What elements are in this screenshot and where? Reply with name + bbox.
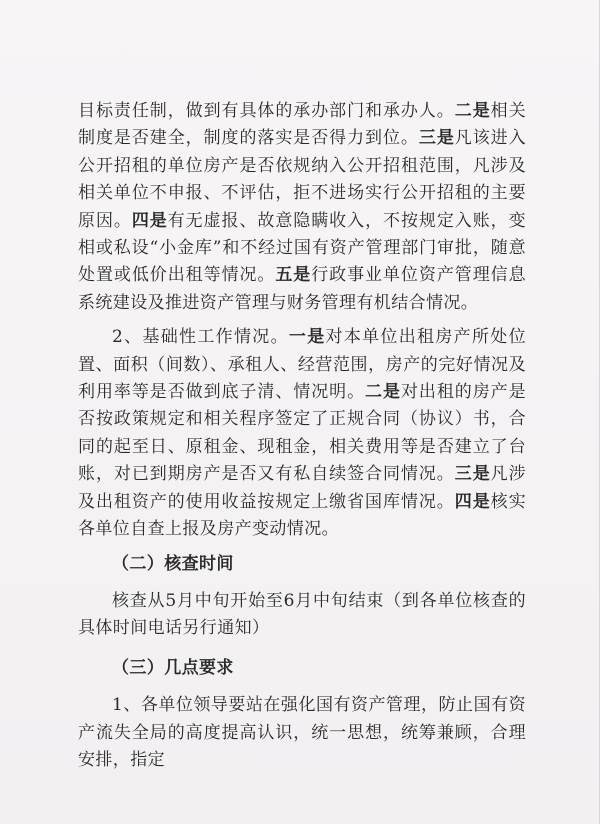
paragraph-text: 有无虚报、故意隐瞒收入，不按规定入账，变相或私设“小金库”和不经过国有资产管理部门审批，随意处置或低价出租等情况。 [78, 210, 526, 286]
ordinal-marker: 三是 [454, 464, 491, 485]
ordinal-marker: 五是 [275, 265, 312, 286]
ordinal-marker: 四是 [131, 210, 168, 231]
paragraph-basic-work [78, 324, 526, 543]
paragraph-text: 凡该进入公开招租的单位房产是否依规纳入公开招租范围，凡涉及相关单位不申报、不评估，拒不进场实行公开招租的主要原因。 [78, 128, 526, 231]
ordinal-marker: 三是 [418, 128, 455, 149]
ordinal-marker: 一是 [288, 327, 326, 348]
ordinal-marker: 二是 [365, 382, 401, 403]
paragraph-text: 核实各单位自查上报及房产变动情况。 [78, 491, 526, 540]
heading-requirements: （三）几点要求 [112, 657, 234, 678]
paragraph-inspection-time: 核查从5月中旬开始至6月中旬结束（到各单位核查的具体时间电话另行通知） [78, 590, 526, 639]
paragraph-text: 2、基础性工作情况。 [112, 327, 289, 348]
ordinal-marker: 二是 [454, 101, 491, 121]
paragraph-requirement-1: 1、各单位领导要站在强化国有资产管理，防止国有资产流失全局的高度提高认识，统一思想，统筹兼顾，合理安排，指定 [78, 695, 526, 770]
document-body [78, 98, 526, 781]
paragraph-text: 对本单位出租房产所处位置、面积（间数）、承租人、经营范围，房产的完好情况及利用率等是否做到底子清、情况明。 [78, 327, 526, 403]
paragraph-text: 行政事业单位资产管理信息系统建设及推进资产管理与财务管理有机结合情况。 [78, 265, 526, 313]
ordinal-marker: 四是 [454, 491, 491, 512]
heading-inspection-time: （二）核查时间 [112, 553, 234, 574]
paragraph-text: 目标责任制，做到有具体的承办部门和承办人。 [78, 101, 455, 121]
paragraph-text: 凡涉及出租资产的使用收益按规定上缴省国库情况。 [78, 464, 526, 512]
paragraph-text: 相关制度是否建全，制度的落实是否得力到位。 [78, 101, 526, 149]
paragraph-inspection-content [78, 98, 526, 317]
paragraph-text: 对出租的房产是否按政策规定和相关程序签定了正规合同（协议）书，合同的起至日、原租金、现租金，相关费用等是否建立了台账，对已到期房产是否又有私自续签合同情况。 [78, 382, 526, 485]
